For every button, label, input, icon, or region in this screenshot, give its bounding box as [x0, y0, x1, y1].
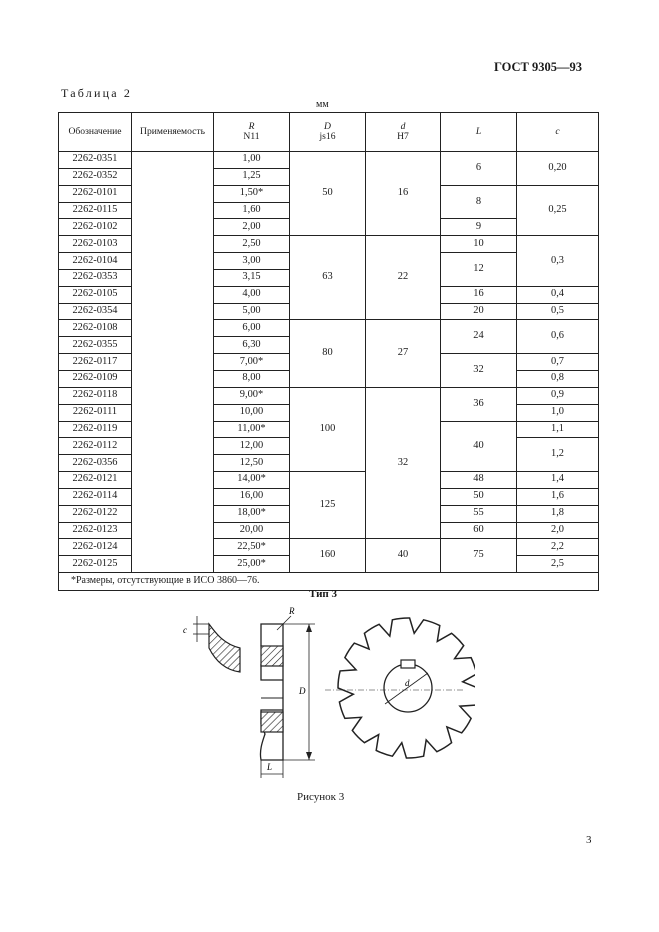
designation-cell: 2262-0356 — [59, 455, 132, 472]
r-cell: 1,60 — [214, 202, 290, 219]
application-cell — [132, 354, 214, 371]
d-inner-cell: 27 — [366, 320, 441, 387]
application-cell — [132, 269, 214, 286]
designation-cell: 2262-0102 — [59, 219, 132, 236]
designation-cell: 2262-0112 — [59, 438, 132, 455]
table-footnote: *Размеры, отсутствующие в ИСО 3860—76. — [59, 573, 599, 591]
designation-cell: 2262-0354 — [59, 303, 132, 320]
d-outer-cell: 160 — [290, 539, 366, 573]
designation-cell: 2262-0123 — [59, 522, 132, 539]
d-outer-cell: 80 — [290, 320, 366, 387]
application-cell — [132, 438, 214, 455]
l-cell: 32 — [441, 354, 517, 388]
designation-cell: 2262-0103 — [59, 236, 132, 253]
l-cell: 20 — [441, 303, 517, 320]
application-cell — [132, 303, 214, 320]
r-cell: 2,50 — [214, 236, 290, 253]
l-cell: 48 — [441, 472, 517, 489]
application-cell — [132, 236, 214, 253]
l-cell: 50 — [441, 488, 517, 505]
r-cell: 1,00 — [214, 152, 290, 169]
table-row — [59, 236, 599, 253]
designation-cell: 2262-0352 — [59, 168, 132, 185]
header-l-symbol: L — [475, 125, 482, 137]
designation-cell: 2262-0105 — [59, 286, 132, 303]
l-cell: 40 — [441, 421, 517, 472]
page-number: 3 — [586, 834, 592, 846]
application-cell — [132, 152, 214, 169]
table-row — [59, 539, 599, 556]
c-cell: 1,4 — [517, 472, 599, 489]
r-cell: 6,00 — [214, 320, 290, 337]
units-label: мм — [316, 99, 329, 110]
l-dimension-label: L — [267, 762, 273, 772]
r-cell: 12,00 — [214, 438, 290, 455]
designation-cell: 2262-0114 — [59, 488, 132, 505]
designation-cell: 2262-0104 — [59, 253, 132, 270]
designation-cell: 2262-0121 — [59, 472, 132, 489]
designation-cell: 2262-0115 — [59, 202, 132, 219]
header-d-outer-symbol: D — [324, 120, 331, 132]
l-cell: 60 — [441, 522, 517, 539]
application-cell — [132, 522, 214, 539]
d-inner-cell: 22 — [366, 236, 441, 320]
cutter-front-view — [325, 618, 475, 758]
l-cell: 10 — [441, 236, 517, 253]
designation-cell: 2262-0117 — [59, 354, 132, 371]
c-cell: 0,8 — [517, 370, 599, 387]
l-cell: 36 — [441, 387, 517, 421]
table-row — [59, 152, 599, 169]
header-c — [517, 113, 599, 152]
c-cell: 2,5 — [517, 556, 599, 573]
d-outer-cell: 100 — [290, 387, 366, 471]
header-d-outer — [290, 113, 366, 152]
r-cell: 5,00 — [214, 303, 290, 320]
header-r-tolerance: N11 — [243, 131, 260, 142]
designation-cell: 2262-0109 — [59, 370, 132, 387]
r-cell: 2,00 — [214, 219, 290, 236]
designation-cell: 2262-0124 — [59, 539, 132, 556]
r-cell: 3,00 — [214, 253, 290, 270]
application-cell — [132, 286, 214, 303]
c-cell: 0,3 — [517, 236, 599, 287]
application-cell — [132, 505, 214, 522]
application-cell — [132, 472, 214, 489]
c-cell: 1,1 — [517, 421, 599, 438]
c-cell: 1,0 — [517, 404, 599, 421]
c-cell: 0,6 — [517, 320, 599, 354]
header-r-symbol: R — [248, 120, 255, 132]
application-cell — [132, 168, 214, 185]
r-cell: 9,00* — [214, 387, 290, 404]
c-cell: 0,25 — [517, 185, 599, 236]
r-cell: 12,50 — [214, 455, 290, 472]
cutter-drawing — [175, 600, 475, 780]
application-cell — [132, 253, 214, 270]
c-dimension-label: c — [183, 625, 187, 635]
l-cell: 12 — [441, 253, 517, 287]
header-r — [214, 113, 290, 152]
table-header-row — [59, 113, 599, 152]
r-cell: 22,50* — [214, 539, 290, 556]
header-d-outer-tolerance: js16 — [319, 131, 336, 142]
r-cell: 8,00 — [214, 370, 290, 387]
application-cell — [132, 488, 214, 505]
header-c-symbol: c — [555, 125, 560, 137]
application-cell — [132, 421, 214, 438]
figure-caption: Рисунок 3 — [297, 791, 345, 803]
header-application: Применяемость — [132, 113, 214, 152]
r-cell: 11,00* — [214, 421, 290, 438]
header-d-inner — [366, 113, 441, 152]
l-cell: 6 — [441, 152, 517, 186]
r-cell: 6,30 — [214, 337, 290, 354]
c-cell: 2,2 — [517, 539, 599, 556]
d-inner-cell: 16 — [366, 152, 441, 236]
d-outer-cell: 63 — [290, 236, 366, 320]
table-row — [59, 320, 599, 337]
figure-type-label: Тип 3 — [309, 588, 337, 600]
r-cell: 18,00* — [214, 505, 290, 522]
designation-cell: 2262-0353 — [59, 269, 132, 286]
standard-header: ГОСТ 9305—93 — [494, 60, 583, 74]
c-cell: 1,8 — [517, 505, 599, 522]
d-inner-cell: 40 — [366, 539, 441, 573]
c-cell: 0,5 — [517, 303, 599, 320]
table-caption: Таблица 2 — [61, 86, 133, 100]
designation-cell: 2262-0355 — [59, 337, 132, 354]
c-cell: 0,7 — [517, 354, 599, 371]
d-outer-dimension-label: D — [299, 686, 306, 696]
l-cell: 24 — [441, 320, 517, 354]
application-cell — [132, 556, 214, 573]
application-cell — [132, 219, 214, 236]
r-cell: 25,00* — [214, 556, 290, 573]
r-cell: 10,00 — [214, 404, 290, 421]
designation-cell: 2262-0125 — [59, 556, 132, 573]
application-cell — [132, 185, 214, 202]
d-inner-dimension-label: d — [405, 678, 410, 688]
c-cell: 0,20 — [517, 152, 599, 186]
r-dimension-label: R — [289, 606, 295, 616]
header-d-inner-tolerance: H7 — [397, 131, 409, 142]
r-cell: 3,15 — [214, 269, 290, 286]
c-cell: 0,4 — [517, 286, 599, 303]
tooth-profile-detail — [183, 616, 240, 672]
specification-table — [58, 112, 599, 591]
d-inner-cell: 32 — [366, 387, 441, 539]
application-cell — [132, 387, 214, 404]
l-cell: 55 — [441, 505, 517, 522]
designation-cell: 2262-0111 — [59, 404, 132, 421]
application-cell — [132, 539, 214, 556]
l-cell: 75 — [441, 539, 517, 573]
designation-cell: 2262-0118 — [59, 387, 132, 404]
section-view — [260, 606, 315, 778]
d-outer-cell: 50 — [290, 152, 366, 236]
application-cell — [132, 404, 214, 421]
designation-cell: 2262-0119 — [59, 421, 132, 438]
r-cell: 4,00 — [214, 286, 290, 303]
r-cell: 1,25 — [214, 168, 290, 185]
designation-cell: 2262-0101 — [59, 185, 132, 202]
application-cell — [132, 370, 214, 387]
table-row — [59, 472, 599, 489]
application-cell — [132, 320, 214, 337]
c-cell: 2,0 — [517, 522, 599, 539]
application-cell — [132, 455, 214, 472]
l-cell: 9 — [441, 219, 517, 236]
table-row — [59, 387, 599, 404]
designation-cell: 2262-0108 — [59, 320, 132, 337]
l-cell: 16 — [441, 286, 517, 303]
r-cell: 20,00 — [214, 522, 290, 539]
designation-cell: 2262-0122 — [59, 505, 132, 522]
r-cell: 1,50* — [214, 185, 290, 202]
c-cell: 1,6 — [517, 488, 599, 505]
r-cell: 7,00* — [214, 354, 290, 371]
application-cell — [132, 202, 214, 219]
c-cell: 1,2 — [517, 438, 599, 472]
r-cell: 16,00 — [214, 488, 290, 505]
application-cell — [132, 337, 214, 354]
r-cell: 14,00* — [214, 472, 290, 489]
header-l — [441, 113, 517, 152]
c-cell: 0,9 — [517, 387, 599, 404]
designation-cell: 2262-0351 — [59, 152, 132, 169]
header-d-inner-symbol: d — [400, 120, 406, 132]
header-designation: Обозначение — [59, 113, 132, 152]
l-cell: 8 — [441, 185, 517, 219]
d-outer-cell: 125 — [290, 472, 366, 539]
